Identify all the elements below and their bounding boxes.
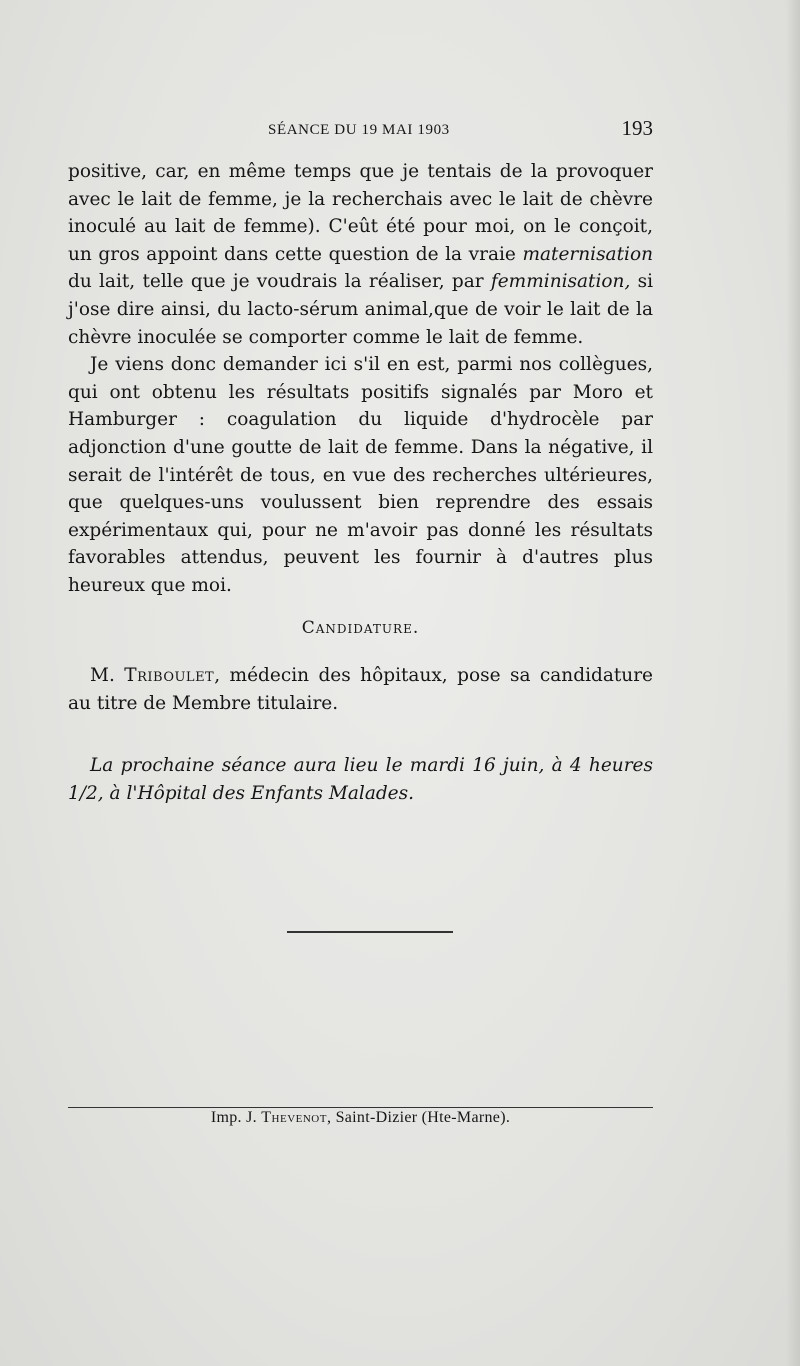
printer-imprint (68, 1109, 653, 1127)
imprint-name: Thevenot (261, 1109, 327, 1126)
next-session-announcement (68, 752, 653, 807)
footer-rule (68, 1107, 653, 1108)
page-number: 193 (621, 116, 653, 140)
imprint-suffix: , Saint-Dizier (Hte-Marne). (326, 1109, 511, 1126)
running-head: SÉANCE DU 19 MAI 1903 (268, 122, 450, 138)
announcement-text: La prochaine séance aura lieu le mardi 16 juin, à 4 heures 1/2, à l'Hôpital des Enfants Malades. (68, 755, 653, 804)
section-heading: Candidature. (301, 618, 420, 638)
paragraph-1-part-3: si j'ose dire ainsi, du lacto-sérum animal,que de voir le lait de la chèvre inoculée se comporter comme le lait de femme. (68, 271, 653, 348)
imprint-prefix: Imp. J. (210, 1109, 262, 1126)
center-divider (287, 931, 453, 933)
candidature-paragraph (68, 662, 653, 717)
candidate-name: Triboulet (124, 665, 215, 686)
paragraph-1-part-2: du lait, telle que je voudrais la réaliser, par (68, 271, 491, 293)
candidature-prefix: M. (90, 665, 125, 686)
term-femminisation: femminisation, (490, 271, 631, 293)
candidature-text (68, 662, 653, 717)
paragraph-1-part-1: positive, car, en même temps que je tentais de la provoquer avec le lait de femme, je la recherchais avec le lait de chèvre inoculé au lait de femme). C'eût été pour moi, on le conçoit, un gros appoint dans cette question de la vraie (68, 161, 653, 265)
term-maternisation: maternisation (522, 243, 653, 265)
paragraph-2: Je viens donc demander ici s'il en est, parmi nos collègues, qui ont obtenu les résultats positifs signalés par Moro et Hamburger : coagulation du liquide d'hydrocèle par adjonction d'une goutte de lait de femme. Dans la négative, il serait de l'intérêt de tous, en vue des recherches ultérieures, que quelques-uns voulussent bien reprendre des essais expérimentaux qui, pour ne m'avoir pas donné les résultats favorables attendus, peuvent les fournir à d'autres plus heureux que moi. (68, 354, 653, 596)
candidature-rest: , médecin des hôpitaux, pose sa candidature au titre de Membre titulaire. (68, 665, 653, 714)
paragraph-1 (68, 158, 653, 351)
main-text (68, 158, 653, 600)
page-header (68, 116, 653, 146)
page-edge-shadow (786, 0, 800, 1366)
